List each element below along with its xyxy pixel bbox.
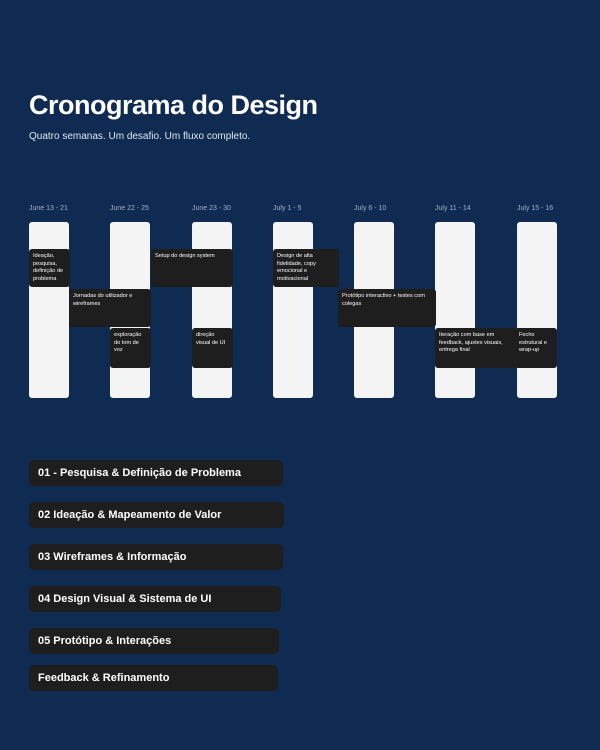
page-title: Cronograma do Design <box>29 90 318 120</box>
task-card: Setup do design system <box>151 249 233 287</box>
task-card: direção visual de UI <box>192 328 233 368</box>
date-label: June 23 - 30 <box>192 205 231 212</box>
task-card: Iteração com base em feedback, ajustes visuais, entrega final <box>435 328 517 368</box>
phase-label: 02 Ideação & Mapeamento de Valor <box>29 502 284 528</box>
date-label: July 15 - 16 <box>517 205 554 212</box>
date-label: June 13 - 21 <box>29 205 68 212</box>
task-card: Protótipo interactivo + testes com colegas <box>338 289 436 327</box>
task-card: Design de alta fidelidade, copy emocional e motivacional <box>273 249 339 287</box>
phase-label: 03 Wireframes & Informação <box>29 544 283 570</box>
phase-label: Feedback & Refinamento <box>29 665 278 691</box>
task-card: Ideação, pesquisa, definição de problema <box>29 249 70 287</box>
task-card: exploração do tom de voz <box>110 328 151 368</box>
date-label: June 22 - 25 <box>110 205 149 212</box>
task-card: Jornadas do utilizador e wireframes <box>69 289 151 327</box>
date-label: July 6 - 10 <box>354 205 387 212</box>
phase-label: 05 Protótipo & Interações <box>29 628 279 654</box>
timeline-column <box>517 222 557 398</box>
page-subtitle: Quatro semanas. Um desafio. Um fluxo completo. <box>29 131 251 142</box>
phase-label: 01 - Pesquisa & Definição de Problema <box>29 460 283 486</box>
date-label: July 1 - 5 <box>273 205 302 212</box>
date-label: July 11 - 14 <box>435 205 471 212</box>
timeline-column <box>435 222 475 398</box>
task-card: Fecho estrutural e wrap-up <box>515 328 557 368</box>
phase-label: 04 Design Visual & Sistema de UI <box>29 586 281 612</box>
